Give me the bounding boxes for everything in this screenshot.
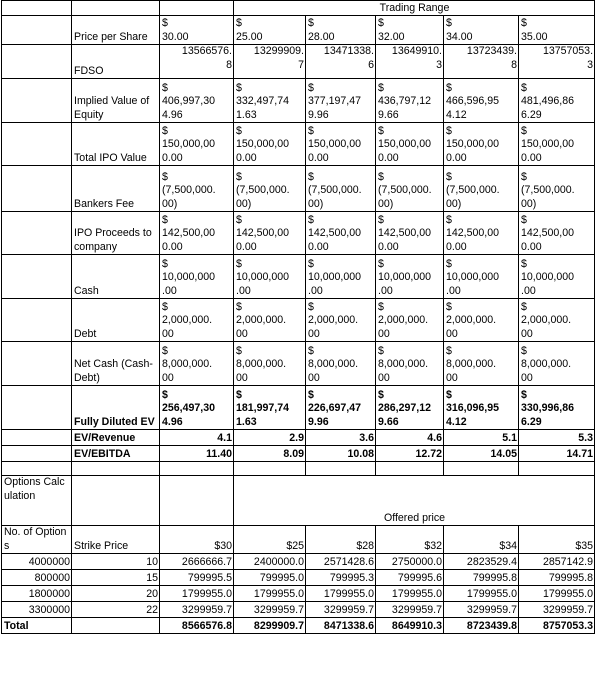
option-value-cell: 2823529.4 <box>444 554 519 570</box>
value-cell: $ 30.00 <box>160 16 234 45</box>
value-cell: $ 150,000,00 0.00 <box>376 123 444 166</box>
net-cash-row <box>2 342 595 386</box>
options-column-header-row <box>2 526 595 554</box>
value-cell: $ 2,000,000. 00 <box>234 299 306 342</box>
value-cell: 13649910. 3 <box>376 45 444 79</box>
row-label: Total IPO Value <box>72 123 160 166</box>
row-label: Net Cash (Cash-Debt) <box>72 342 160 386</box>
option-value-cell: 2666666.7 <box>160 554 234 570</box>
ipo-proceeds-row <box>2 212 595 255</box>
value-cell: $ 10,000,000 .00 <box>444 255 519 299</box>
value-cell: 11.40 <box>160 446 234 462</box>
offered-price-cell: $32 <box>376 526 444 554</box>
value-cell: $ 2,000,000. 00 <box>444 299 519 342</box>
offered-price-label: Offered price <box>234 476 595 526</box>
debt-row <box>2 299 595 342</box>
total-ipo-row <box>2 123 595 166</box>
value-cell: $ 10,000,000 .00 <box>376 255 444 299</box>
value-cell: 13723439. 8 <box>444 45 519 79</box>
row-label: Implied Value of Equity <box>72 79 160 123</box>
options-calc-title: Options Calculation <box>2 476 72 526</box>
total-value-cell: 8299909.7 <box>234 618 306 634</box>
option-value-cell: 799995.5 <box>160 570 234 586</box>
value-cell: $ 316,096,95 4.12 <box>444 386 519 430</box>
value-cell: 4.6 <box>376 430 444 446</box>
value-cell: $ (7,500,000. 00) <box>160 166 234 212</box>
row-label: Bankers Fee <box>72 166 160 212</box>
option-value-cell: 799995.8 <box>519 570 595 586</box>
implied-equity-row <box>2 79 595 123</box>
row-label: Fully Diluted EV <box>72 386 160 430</box>
row-label: EV/Revenue <box>72 430 160 446</box>
bankers-fee-row <box>2 166 595 212</box>
value-cell: $ 34.00 <box>444 16 519 45</box>
option-value-cell: 1799955.0 <box>444 586 519 602</box>
option-value-cell: 3299959.7 <box>444 602 519 618</box>
value-cell: $ 8,000,000. 00 <box>306 342 376 386</box>
option-row <box>2 554 595 570</box>
strike-price-cell: 10 <box>72 554 160 570</box>
fully-diluted-ev-row <box>2 386 595 430</box>
value-cell: $ 150,000,00 0.00 <box>160 123 234 166</box>
offered-price-cell: $30 <box>160 526 234 554</box>
option-count-cell: 1800000 <box>2 586 72 602</box>
value-cell: $ 481,496,86 6.29 <box>519 79 595 123</box>
value-cell: 14.71 <box>519 446 595 462</box>
offered-price-cell: $35 <box>519 526 595 554</box>
value-cell: $ 181,997,74 1.63 <box>234 386 306 430</box>
value-cell: $ 28.00 <box>306 16 376 45</box>
value-cell: $ 35.00 <box>519 16 595 45</box>
value-cell: $ 10,000,000 .00 <box>306 255 376 299</box>
option-row <box>2 570 595 586</box>
value-cell: $ 142,500,00 0.00 <box>376 212 444 255</box>
ev-revenue-row <box>2 430 595 446</box>
row-label: Debt <box>72 299 160 342</box>
value-cell: $ (7,500,000. 00) <box>306 166 376 212</box>
value-cell: $ 330,996,86 6.29 <box>519 386 595 430</box>
value-cell: $ 142,500,00 0.00 <box>519 212 595 255</box>
value-cell: $ 8,000,000. 00 <box>376 342 444 386</box>
ipo-valuation-table <box>1 0 595 634</box>
total-value-cell: 8471338.6 <box>306 618 376 634</box>
option-value-cell: 3299959.7 <box>234 602 306 618</box>
total-label: Total <box>2 618 72 634</box>
trading-range-section <box>2 1 595 462</box>
value-cell: 2.9 <box>234 430 306 446</box>
row-label: FDSO <box>72 45 160 79</box>
value-cell: 3.6 <box>306 430 376 446</box>
offered-price-cell: $25 <box>234 526 306 554</box>
value-cell: $ 406,997,30 4.96 <box>160 79 234 123</box>
value-cell: 14.05 <box>444 446 519 462</box>
row-label: IPO Proceeds to company <box>72 212 160 255</box>
option-value-cell: 1799955.0 <box>376 586 444 602</box>
value-cell: $ 436,797,12 9.66 <box>376 79 444 123</box>
option-value-cell: 2571428.6 <box>306 554 376 570</box>
option-value-cell: 799995.6 <box>376 570 444 586</box>
cash-row <box>2 255 595 299</box>
option-count-cell: 4000000 <box>2 554 72 570</box>
value-cell: $ 2,000,000. 00 <box>160 299 234 342</box>
option-count-cell: 3300000 <box>2 602 72 618</box>
trading-range-title: Trading Range <box>234 1 595 16</box>
value-cell: $ 8,000,000. 00 <box>444 342 519 386</box>
option-value-cell: 2750000.0 <box>376 554 444 570</box>
value-cell: 12.72 <box>376 446 444 462</box>
value-cell: 13299909. 7 <box>234 45 306 79</box>
strike-price-cell: 15 <box>72 570 160 586</box>
option-count-cell: 800000 <box>2 570 72 586</box>
value-cell: 5.3 <box>519 430 595 446</box>
value-cell: 13566576. 8 <box>160 45 234 79</box>
value-cell: $ 377,197,47 9.96 <box>306 79 376 123</box>
row-label: EV/EBITDA <box>72 446 160 462</box>
value-cell: $ 256,497,30 4.96 <box>160 386 234 430</box>
value-cell: $ 10,000,000 .00 <box>160 255 234 299</box>
offered-price-cell: $28 <box>306 526 376 554</box>
strike-price-cell: 20 <box>72 586 160 602</box>
option-row <box>2 586 595 602</box>
price-per-share-row <box>2 16 595 45</box>
strike-price-cell: 22 <box>72 602 160 618</box>
value-cell: $ 10,000,000 .00 <box>234 255 306 299</box>
value-cell: $ (7,500,000. 00) <box>444 166 519 212</box>
value-cell: $ 226,697,47 9.96 <box>306 386 376 430</box>
option-value-cell: 3299959.7 <box>519 602 595 618</box>
spacer-row <box>2 462 595 476</box>
value-cell: $ 2,000,000. 00 <box>306 299 376 342</box>
value-cell: $ 466,596,95 4.12 <box>444 79 519 123</box>
col-no-of-options: No. of Options <box>2 526 72 554</box>
total-value-cell: 8723439.8 <box>444 618 519 634</box>
value-cell: 5.1 <box>444 430 519 446</box>
col-strike-price: Strike Price <box>72 526 160 554</box>
option-value-cell: 1799955.0 <box>306 586 376 602</box>
value-cell: $ 32.00 <box>376 16 444 45</box>
value-cell: 13471338. 6 <box>306 45 376 79</box>
fdso-row <box>2 45 595 79</box>
trading-range-header-row <box>2 1 595 16</box>
value-cell: $ 142,500,00 0.00 <box>160 212 234 255</box>
option-value-cell: 2857142.9 <box>519 554 595 570</box>
value-cell: 10.08 <box>306 446 376 462</box>
value-cell: $ (7,500,000. 00) <box>519 166 595 212</box>
ev-ebitda-row <box>2 446 595 462</box>
value-cell: 8.09 <box>234 446 306 462</box>
option-value-cell: 1799955.0 <box>160 586 234 602</box>
value-cell: $ (7,500,000. 00) <box>234 166 306 212</box>
value-cell: $ 150,000,00 0.00 <box>306 123 376 166</box>
option-value-cell: 1799955.0 <box>519 586 595 602</box>
row-label: Cash <box>72 255 160 299</box>
total-value-cell: 8649910.3 <box>376 618 444 634</box>
value-cell: $ 8,000,000. 00 <box>234 342 306 386</box>
option-value-cell: 799995.0 <box>234 570 306 586</box>
offered-price-cell: $34 <box>444 526 519 554</box>
value-cell: 4.1 <box>160 430 234 446</box>
option-value-cell: 799995.8 <box>444 570 519 586</box>
option-value-cell: 3299959.7 <box>376 602 444 618</box>
value-cell: $ 142,500,00 0.00 <box>444 212 519 255</box>
value-cell: $ (7,500,000. 00) <box>376 166 444 212</box>
value-cell: $ 150,000,00 0.00 <box>444 123 519 166</box>
value-cell: $ 10,000,000 .00 <box>519 255 595 299</box>
options-section <box>2 462 595 634</box>
options-calc-header-row <box>2 476 595 526</box>
option-value-cell: 2400000.0 <box>234 554 306 570</box>
value-cell: $ 8,000,000. 00 <box>160 342 234 386</box>
value-cell: $ 142,500,00 0.00 <box>234 212 306 255</box>
row-label: Price per Share <box>72 16 160 45</box>
value-cell: $ 150,000,00 0.00 <box>519 123 595 166</box>
value-cell: $ 2,000,000. 00 <box>376 299 444 342</box>
value-cell: $ 2,000,000. 00 <box>519 299 595 342</box>
value-cell: $ 286,297,12 9.66 <box>376 386 444 430</box>
total-value-cell: 8566576.8 <box>160 618 234 634</box>
option-row <box>2 602 595 618</box>
value-cell: $ 150,000,00 0.00 <box>234 123 306 166</box>
option-value-cell: 3299959.7 <box>306 602 376 618</box>
option-value-cell: 799995.3 <box>306 570 376 586</box>
value-cell: $ 142,500,00 0.00 <box>306 212 376 255</box>
value-cell: 13757053. 3 <box>519 45 595 79</box>
option-value-cell: 1799955.0 <box>234 586 306 602</box>
value-cell: $ 25.00 <box>234 16 306 45</box>
value-cell: $ 8,000,000. 00 <box>519 342 595 386</box>
total-value-cell: 8757053.3 <box>519 618 595 634</box>
value-cell: $ 332,497,74 1.63 <box>234 79 306 123</box>
total-row <box>2 618 595 634</box>
option-value-cell: 3299959.7 <box>160 602 234 618</box>
